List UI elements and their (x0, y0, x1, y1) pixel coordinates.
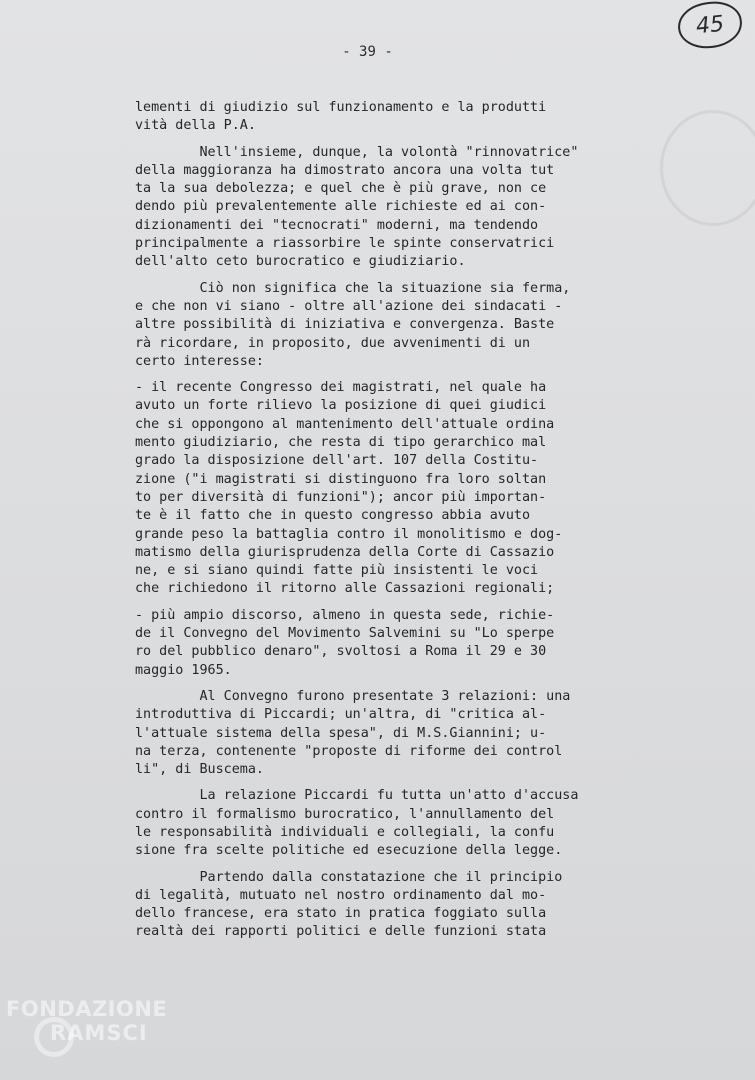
text-line: che richiedono il ritorno alle Cassazioni regionali; (135, 581, 555, 597)
watermark-line-2: RAMSCI (50, 1021, 148, 1045)
text-line: le responsabilità individuali e collegiali, la confu (135, 824, 555, 840)
text-line: l'attuale sistema della spesa", di M.S.Giannini; u- (135, 725, 547, 741)
text-line: rà ricordare, in proposito, due avvenimenti di un (135, 335, 531, 351)
text-line: dello francese, era stato in pratica foggiato sulla (135, 906, 547, 922)
page-number: - 39 - (342, 44, 393, 60)
text-line: dell'alto ceto burocratico e giudiziario. (135, 254, 466, 270)
text-line: grande peso la battaglia contro il monolitismo e dog- (135, 526, 563, 542)
text-line: Nell'insieme, dunque, la volontà "rinnovatrice" (135, 144, 579, 160)
text-line: principalmente a riassorbire le spinte conservatrici (135, 236, 555, 252)
text-line: certo interesse: (135, 353, 264, 369)
text-line: matismo della giurisprudenza della Corte di Cassazio (135, 544, 555, 560)
paragraph-gap (135, 779, 635, 787)
text-line: maggio 1965. (135, 662, 232, 678)
text-line: avuto un forte rilievo la posizione di quei giudici (135, 398, 547, 414)
paragraph-gap (135, 272, 635, 280)
text-line: te è il fatto che in questo congresso abbia avuto (135, 508, 531, 524)
text-line: La relazione Piccardi fu tutta un'atto d'accusa (135, 788, 579, 804)
text-line: mento giudiziario, che resta di tipo gerarchico mal (135, 435, 547, 451)
text-line: lementi di giudizio sul funzionamento e la produtti (135, 100, 547, 115)
paragraph-gap (135, 861, 635, 869)
text-line: - il recente Congresso dei magistrati, nel quale ha (135, 380, 547, 396)
paragraph-gap (135, 371, 635, 379)
watermark-line-1: FONDAZIONE (6, 997, 168, 1021)
text-line: de il Convegno del Movimento Salvemini su "Lo sperpe (135, 626, 555, 642)
text-line: Al Convegno furono presentate 3 relazioni: una (135, 688, 571, 704)
text-line: to per diversità di funzioni"); ancor più importan- (135, 489, 547, 505)
text-line: dizionamenti dei "tecnocrati" moderni, ma tendendo (135, 217, 539, 233)
text-line: na terza, contenente "proposte di riforme dei control (135, 743, 563, 759)
text-line: contro il formalismo burocratico, l'annullamento del (135, 806, 555, 822)
text-line: altre possibilità di iniziativa e convergenza. Baste (135, 317, 555, 333)
watermark-logo-icon (34, 1017, 74, 1057)
paragraph-gap (135, 680, 635, 688)
faint-stamp-mark (660, 110, 755, 226)
text-line: vità della P.A. (135, 118, 256, 134)
text-line: grado la disposizione dell'art. 107 della Costitu- (135, 453, 539, 469)
fondazione-gramsci-watermark (6, 997, 167, 1045)
text-line: di legalità, mutuato nel nostro ordinamento dal mo- (135, 887, 547, 903)
text-line: ta la sua debolezza; e quel che è più grave, non ce (135, 181, 547, 197)
text-line: li", di Buscema. (135, 762, 264, 778)
text-line: - più ampio discorso, almeno in questa sede, richie- (135, 607, 555, 623)
text-line: zione ("i magistrati si distinguono fra loro soltan (135, 471, 547, 487)
text-line: introduttiva di Piccardi; un'altra, di "critica al- (135, 707, 547, 723)
text-line: che si oppongono al mantenimento dell'attuale ordina (135, 416, 555, 432)
text-line: della maggioranza ha dimostrato ancora una volta tut (135, 162, 555, 178)
text-line: realtà dei rapporti politici e delle funzioni stata (135, 924, 547, 940)
text-line: ne, e si siano quindi fatte più insistenti le voci (135, 563, 539, 579)
archive-number: 45 (694, 11, 726, 39)
text-line: Ciò non significa che la situazione sia ferma, (135, 280, 571, 296)
body-text (135, 99, 635, 942)
text-line: sione fra scelte politiche ed esecuzione della legge. (135, 843, 563, 859)
text-line: ro del pubblico denaro", svoltosi a Roma il 29 e 30 (135, 644, 547, 660)
text-line: dendo più prevalentemente alle richieste ed ai con- (135, 199, 547, 215)
paragraph-gap (135, 136, 635, 144)
paragraph-gap (135, 599, 635, 607)
text-line: e che non vi siano - oltre all'azione dei sindacati - (135, 298, 563, 314)
text-line: Partendo dalla constatazione che il principio (135, 869, 563, 885)
